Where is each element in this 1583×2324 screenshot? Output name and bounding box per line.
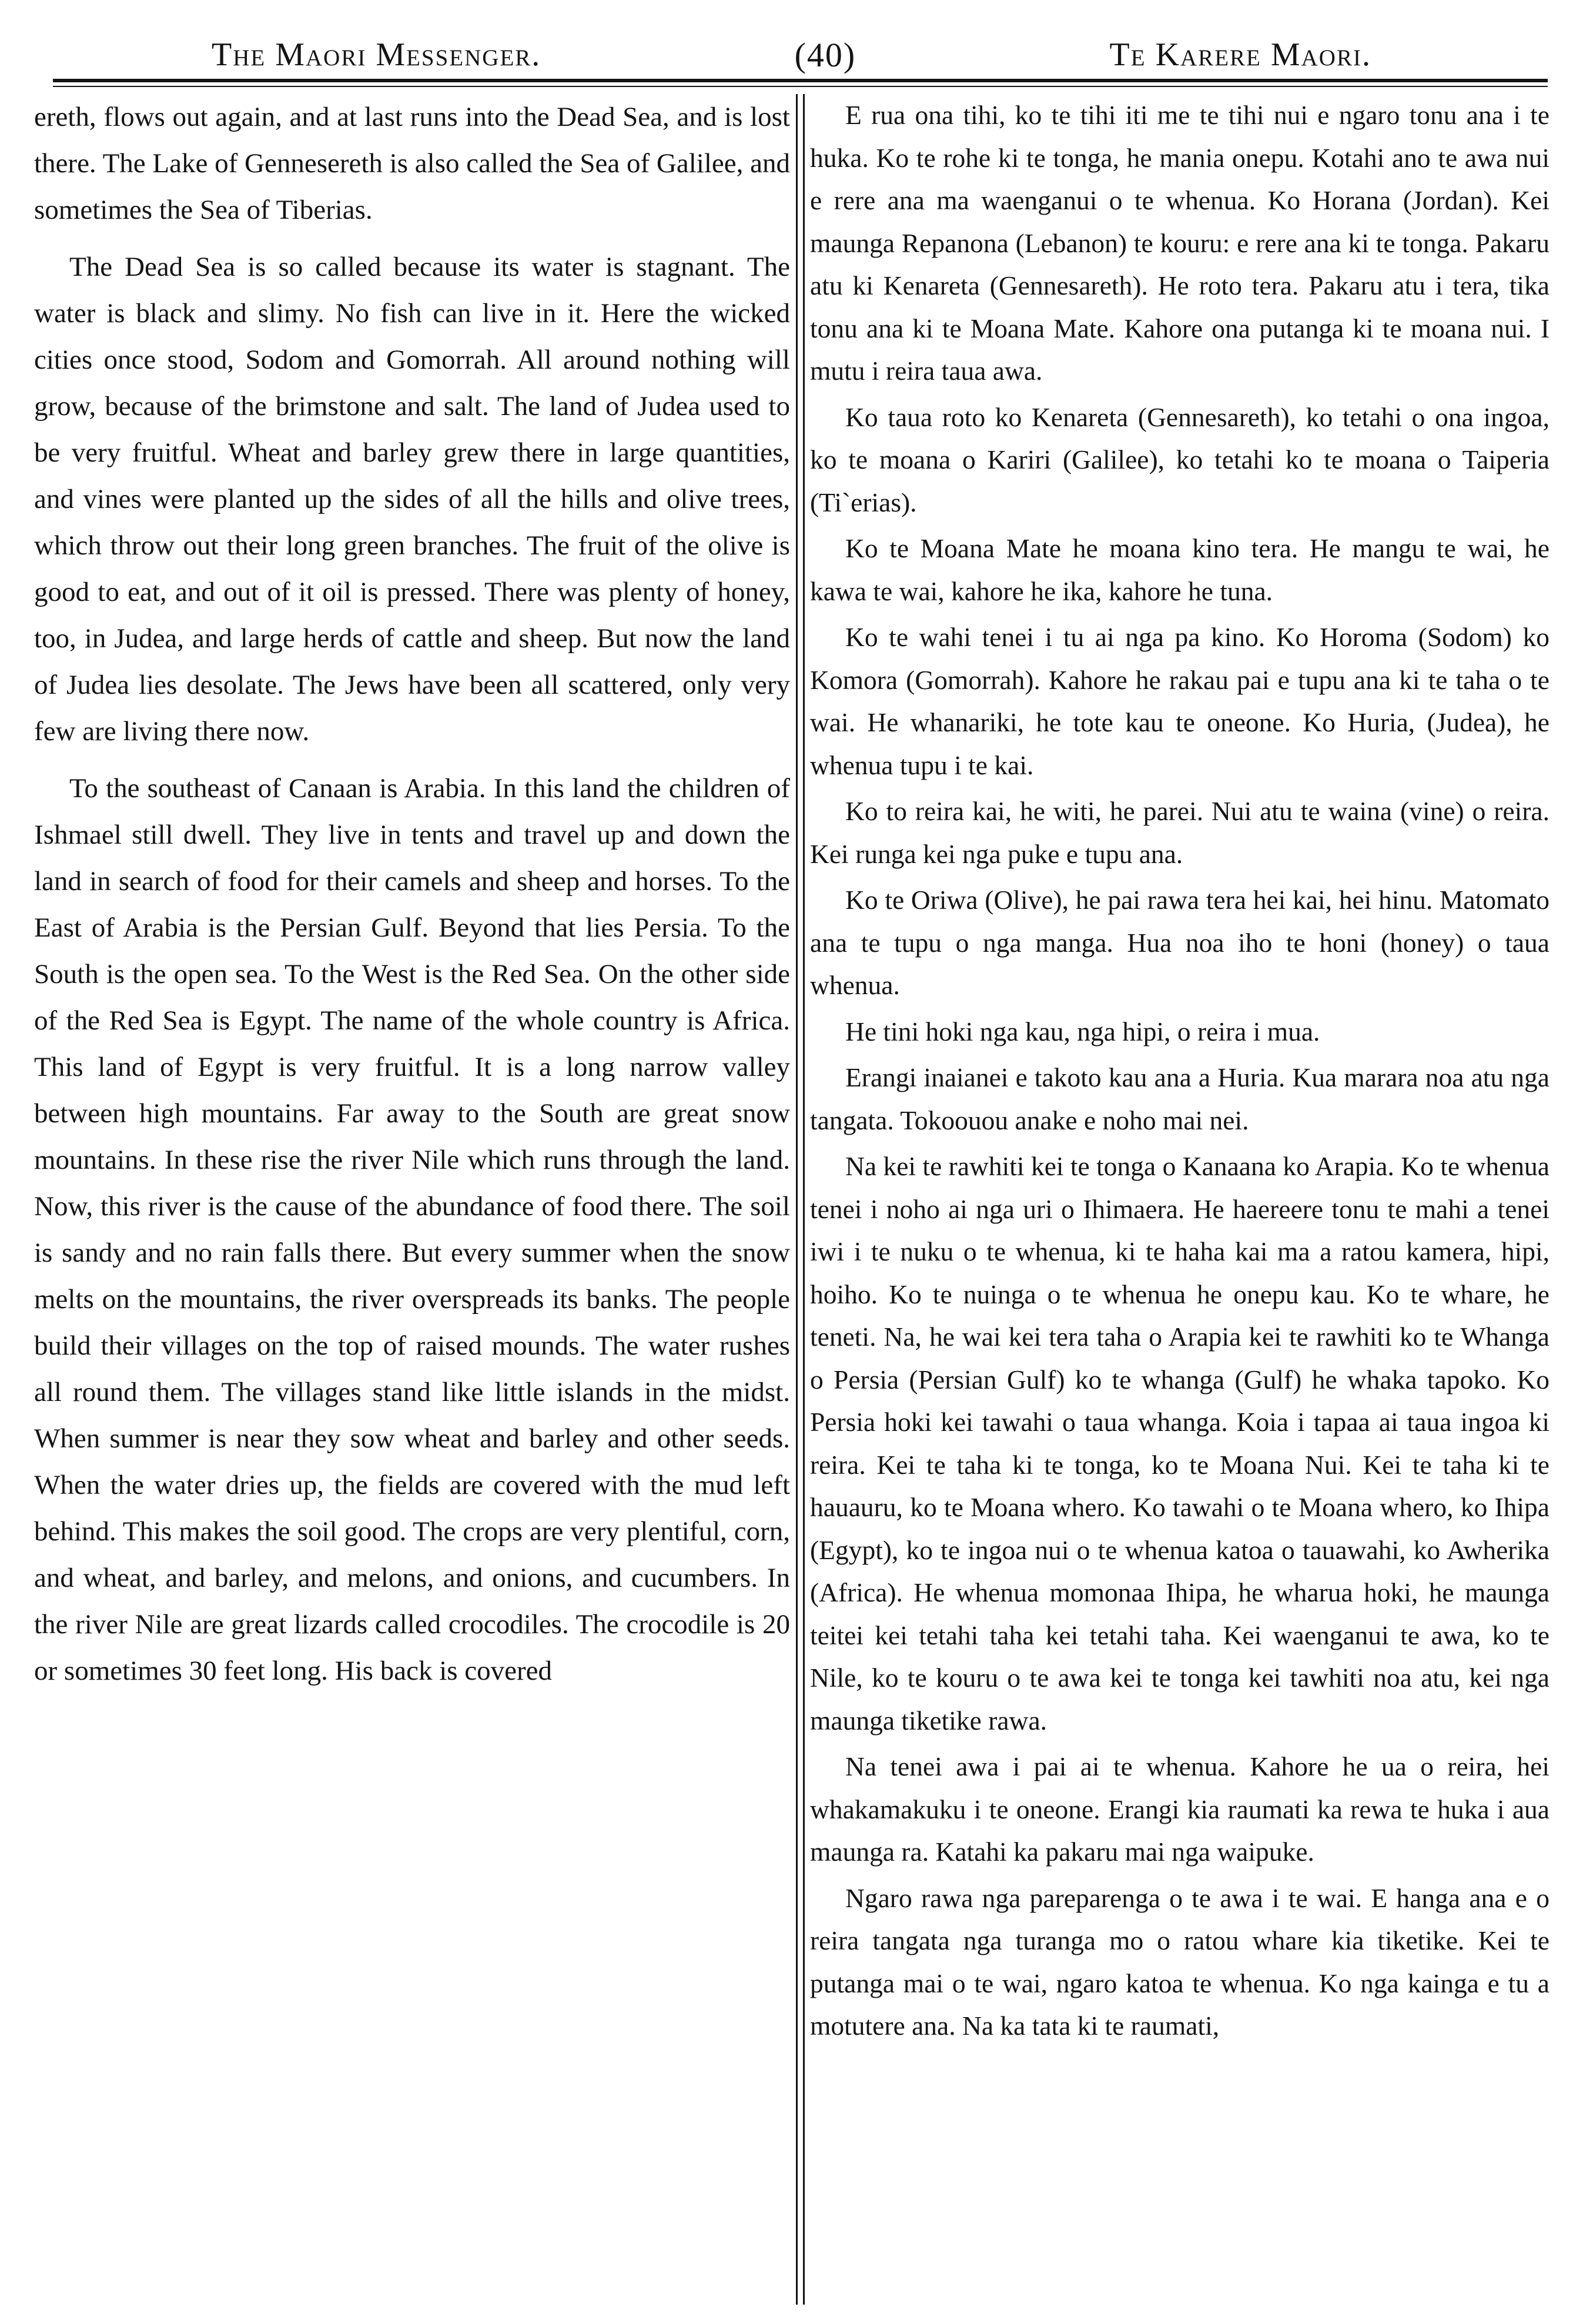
header-rule-thin [53, 86, 1548, 87]
page-number: (40) [794, 35, 856, 74]
maori-paragraph-3: Ko te Moana Mate he moana kino tera. He mangu te wai, he kawa te wai, kahore he ika, kahore he tuna. [810, 533, 1549, 606]
maori-title: Te Karere Maori. [1109, 36, 1371, 73]
english-column [34, 94, 790, 2305]
column-divider-left [796, 94, 798, 2305]
english-paragraph-1: ereth, flows out again, and at last runs into the Dead Sea, and is lost there. The Lake of Gennesereth is also called the Sea of Galilee, and sometimes the Sea of Tiberias. [34, 102, 790, 225]
maori-paragraph-7: He tini hoki nga kau, nga hipi, o reira i mua. [845, 1016, 1320, 1046]
column-divider-right [803, 94, 805, 2305]
masthead [35, 28, 1548, 81]
header-rule-thick [53, 79, 1548, 82]
english-paragraph-3: To the southeast of Canaan is Arabia. In this land the children of Ishmael still dwell. They live in tents and travel up and down the land in search of food for their camels and sheep and horses. To the East of Arabia is the Persian Gulf. Beyond that lies Persia. To the South is the open sea. To the West is the Red Sea. On the other side of the Red Sea is Egypt. The name of the whole country is Africa. This land of Egypt is very fruitful. It is a long narrow valley between high mountains. Far away to the South are great snow mountains. In these rise the river Nile which runs through the land. Now, this river is the cause of the abundance of food there. The soil is sandy and no rain falls there. But every summer when the snow melts on the mountains, the river overspreads its banks. The people build their villages on the top of raised mounds. The water rushes all round them. The villages stand like little islands in the midst. When summer is near they sow wheat and barley and other seeds. When the water dries up, the fields are covered with the mud left behind. This makes the soil good. The crops are very plentiful, corn, and wheat, and barley, and melons, and onions, and cucumbers. In the river Nile are great lizards called crocodiles. The crocodile is 20 or sometimes 30 feet long. His back is covered [34, 773, 790, 1686]
maori-paragraph-5: Ko to reira kai, he witi, he parei. Nui atu te waina (vine) o reira. Kei runga kei nga puke e tupu ana. [810, 796, 1549, 869]
maori-paragraph-6: Ko te Oriwa (Olive), he pai rawa tera hei kai, hei hinu. Matomato ana te tupu o nga manga. Hua noa iho te honi (honey) o taua whenua. [810, 885, 1549, 1000]
maori-paragraph-4: Ko te wahi tenei i tu ai nga pa kino. Ko Horoma (Sodom) ko Komora (Gomorrah). Kahore he rakau pai e tupu ana ki te taha o te wai. He whanariki, he tote kau te oneone. Ko Huria, (Judea), he whenua tupu i te kai. [810, 622, 1549, 780]
maori-paragraph-11: Ngaro rawa nga pareparenga o te awa i te wai. E hanga ana e o reira tangata nga turanga mo o ratou whare kia tiketike. Kei te putanga mai o te wai, ngaro katoa te whenua. Ko nga kainga e tu a motutere ana. Na ka tata ki te raumati, [810, 1882, 1549, 2041]
maori-paragraph-9: Na kei te rawhiti kei te tonga o Kanaana ko Arapia. Ko te whenua tenei i noho ai nga uri o Ihimaera. He haereere tonu te mahi a tenei iwi i te nuku o te whenua, ki te haha kai ma a ratou kamera, hipi, hoiho. Ko te nuinga o te whenua he onepu kau. Ko te whare, he teneti. Na, he wai kei tera taha o Arapia kei te rawhiti ko te Whanga o Persia (Persian Gulf) ko te whanga (Gulf) he whaka tapoko. Ko Persia hoki kei tawahi o taua whanga. Koia i tapaa ai taua ingoa ki reira. Kei te taha ki te tonga, ko te Moana Nui. Kei te taha ki te hauauru, ko te Moana whero. Ko tawahi o te Moana whero, ko Ihipa (Egypt), ko te ingoa nui o te whenua katoa o tauawahi, ko Awherika (Africa). He whenua momonaa Ihipa, he wharua hoki, he maunga teitei kei tetahi taha kei tetahi taha. Kei waenganui te awa, ko te Nile, ko te kouru o te awa kei te tonga kei tawhiti noa atu, kei nga maunga tiketike rawa. [810, 1151, 1549, 1736]
maori-paragraph-1: E rua ona tihi, ko te tihi iti me te tihi nui e ngaro tonu ana i te huka. Ko te rohe ki te tonga, he mania onepu. Kotahi ano te awa nui e rere ana ma waenganui o te whenua. Ko Horana (Jordan). Kei maunga Repanona (Lebanon) te kouru: e rere ana ki te tonga. Pakaru atu ki Kenareta (Gennesareth). He roto tera. Pakaru atu i tera, tika tonu ana ki te Moana Mate. Kahore ona putanga ki te moana nui. I mutu i reira taua awa. [810, 100, 1549, 386]
english-paragraph-2: The Dead Sea is so called because its water is stagnant. The water is black and slimy. No fish can live in it. Here the wicked cities once stood, Sodom and Gomorrah. All around nothing will grow, because of the brimstone and salt. The land of Judea used to be very fruitful. Wheat and barley grew there in large quantities, and vines were planted up the sides of all the hills and olive trees, which throw out their long green branches. The fruit of the olive is good to eat, and out of it oil is pressed. There was plenty of honey, too, in Judea, and large herds of cattle and sheep. But now the land of Judea lies desolate. The Jews have been all scattered, only very few are living there now. [34, 252, 790, 747]
maori-paragraph-8: Erangi inaianei e takoto kau ana a Huria. Kua marara noa atu nga tangata. Tokoouou anake e noho mai nei. [810, 1062, 1549, 1135]
english-title: The Maori Messenger. [212, 36, 541, 73]
maori-paragraph-2: Ko taua roto ko Kenareta (Gennesareth), ko tetahi o ona ingoa, ko te moana o Kariri (Galilee), ko tetahi ko te moana o Taiperia (Ti`erias). [810, 402, 1549, 517]
maori-paragraph-10: Na tenei awa i pai ai te whenua. Kahore he ua o reira, hei whakamakuku i te oneone. Erangi kia raumati ka rewa te huka i aua maunga ra. Katahi ka pakaru mai nga waipuke. [810, 1751, 1549, 1867]
maori-column [810, 94, 1549, 2305]
